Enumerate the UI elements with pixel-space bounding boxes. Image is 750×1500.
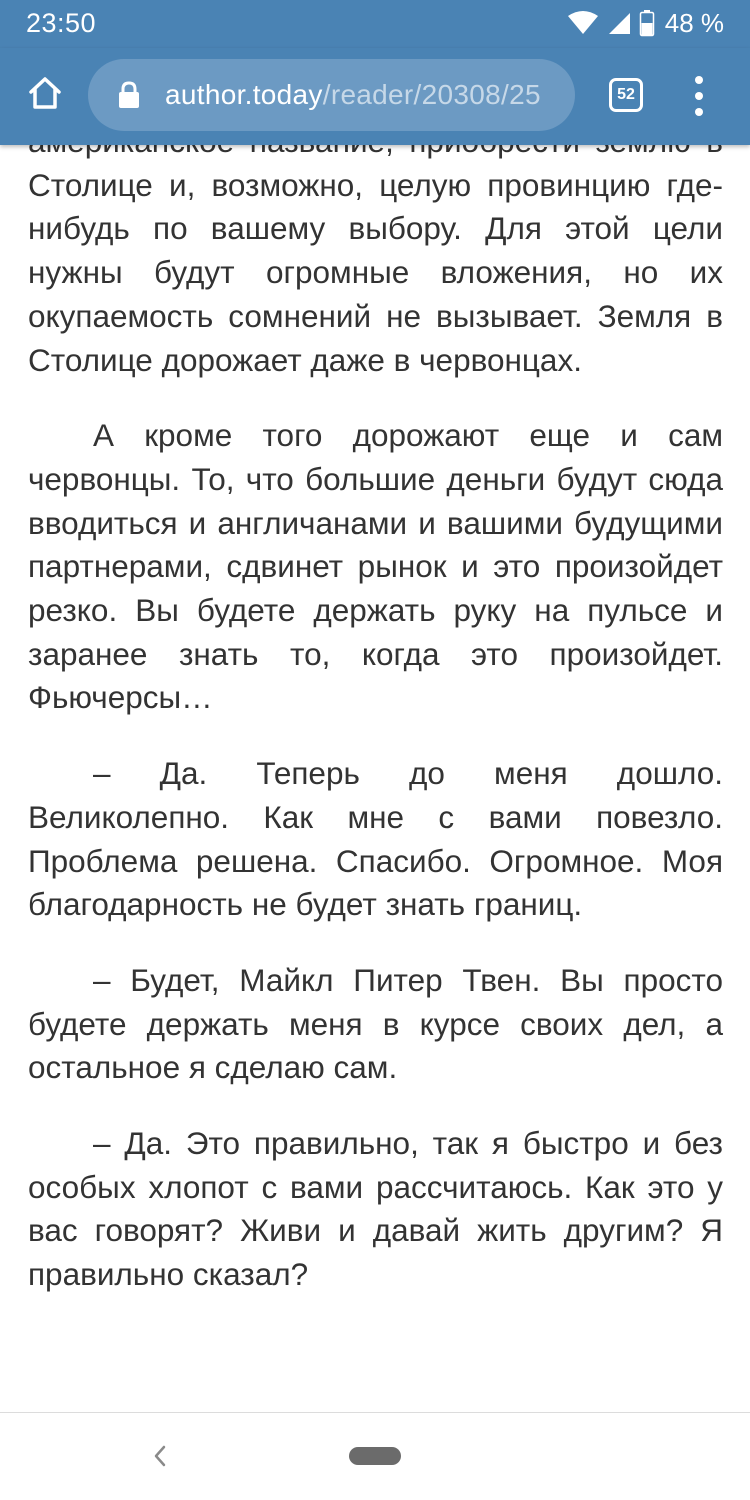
url-text [165,77,569,113]
paragraph: А кроме того дорожают еще и сам червонцы. То, что большие деньги будут сюда вводиться и англичанами и вашими будущими партнерами, сдвинет рынок и это произойдет резко. Вы будете держать руку на пульсе и заранее знать то, когда это произойдет. Фьючерсы… [28,417,723,716]
chapter-text [28,120,723,1329]
paragraph: Столице и, возможно, целую провинцию где-нибудь по вашему выбору. Для этой цели нужны будут огромные вложения, но их окупаемость сомнений не вызывает. Земля в Столице дорожает даже в червонцах. [28,166,723,378]
url-path: /reader/20308/25 [322,79,541,110]
battery-icon [640,10,654,36]
wifi-icon [568,11,598,35]
lock-icon [118,81,140,114]
overflow-menu-dot [695,92,703,100]
navigation-bar [0,1413,750,1500]
back-chevron-icon[interactable] [152,1445,168,1472]
paragraph: – Да. Это правильно, так я быстро и без особых хлопот с вами рассчитаюсь. Как это у вас говорят? Живи и давай жить другим? Я правильно сказал? [28,1125,723,1293]
battery-percent: 48 % [664,8,724,38]
tab-count: 52 [617,86,635,103]
status-bar [0,0,750,48]
overflow-menu-icon [695,76,703,84]
paragraph: – Будет, Майкл Питер Твен. Вы просто будете держать меня в курсе своих дел, а остальное я сделаю сам. [28,961,723,1086]
overflow-menu-button[interactable] [684,76,714,116]
url-host: author.today [165,79,323,110]
home-pill-icon[interactable] [349,1447,401,1465]
overflow-menu-dot [695,108,703,116]
reader-content[interactable] [0,145,750,1412]
cellular-signal-icon [607,11,631,35]
url-bar[interactable] [88,59,575,131]
status-icons [568,8,724,38]
paragraph: – Да. Теперь до меня дошло. Великолепно. Как мне с вами повезло. Проблема решена. Спасибо. Огромное. Моя благодарность не будет знать границ. [28,755,723,923]
home-button[interactable] [20,70,70,120]
tab-switcher-button[interactable] [609,78,643,112]
home-icon [27,76,63,115]
browser-toolbar [0,48,750,145]
status-time: 23:50 [26,8,97,38]
